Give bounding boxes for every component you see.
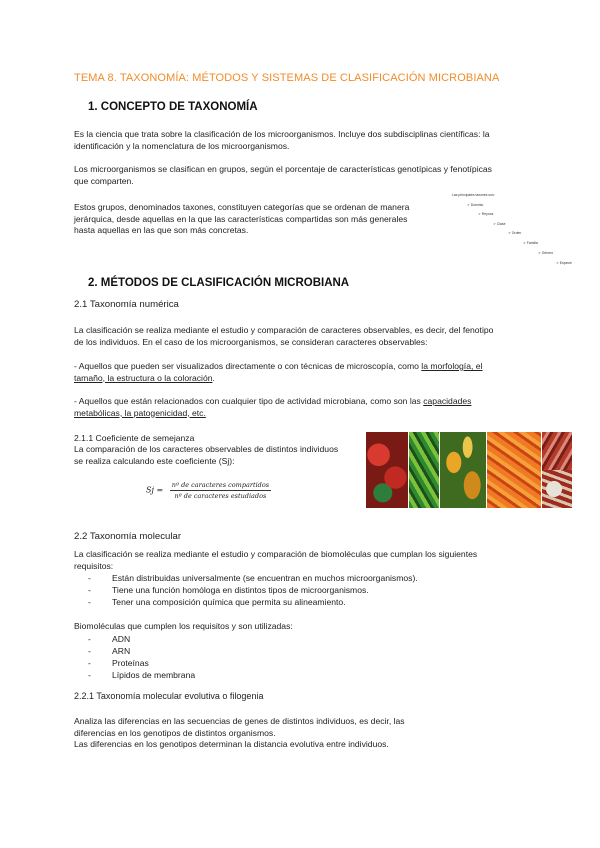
list-item: - Están distribuidas universalmente (se encuentran en muchos microorganismos). bbox=[88, 572, 418, 584]
list-item: - Tener una composición química que permita su alineamiento. bbox=[88, 596, 418, 608]
hierarchy-item: ➢ Clase bbox=[493, 222, 506, 226]
microorganism-photo bbox=[440, 432, 486, 508]
phylogeny-paragraph: Analiza las diferencias en las secuencias de genes de distintos individuos, es decir, las diferencias en los genotipos de distintos organismos. Las diferencias en los genotipos determinan la distancia evolutiva entre individuos. bbox=[74, 716, 405, 749]
subsection-2-1-heading: 2.1 Taxonomía numérica bbox=[74, 299, 179, 310]
observable-traits-b: - Aquellos que están relacionados con cualquier tipo de actividad microbiana, como son las capacidades metabólicas, la patogenicidad, etc. bbox=[74, 396, 472, 418]
subsection-2-2-heading: 2.2 Taxonomía molecular bbox=[74, 531, 182, 542]
subsection-2-1-1-heading: 2.1.1 Coeficiente de semejanza bbox=[74, 433, 195, 443]
numerical-taxonomy-paragraph: La clasificación se realiza mediante el estudio y comparación de caracteres observables, es decir, del fenotipo de los individuos. En el caso de los microorganismos, se consideran caracteres observables: bbox=[74, 325, 494, 347]
list-item: - ARN bbox=[88, 645, 195, 657]
hierarchy-item: ➢ Orden bbox=[508, 231, 522, 235]
requirements-list bbox=[88, 572, 418, 608]
list-item: - Tiene una función homóloga en distintos tipos de microorganismos. bbox=[88, 584, 418, 596]
molecular-taxonomy-paragraph: La clasificación se realiza mediante el estudio y comparación de biomoléculas que cumplan los siguientes requisitos: bbox=[74, 549, 478, 571]
hierarchy-item: ➢ Dominio bbox=[467, 203, 484, 207]
hierarchy-item: ➢ Especie bbox=[556, 261, 572, 265]
coefficient-paragraph: La comparación de los caracteres observables de distintos individuos se realiza calculando este coeficiente (Sj): bbox=[74, 444, 339, 466]
biomolecules-intro: Biomoléculas que cumplen los requisitos y son utilizadas: bbox=[74, 621, 293, 631]
observable-traits-a: - Aquellos que pueden ser visualizados directamente o con técnicas de microscopía, como la morfología, el tamaño, la estructura o la coloración. bbox=[74, 361, 483, 383]
list-item: - Proteínas bbox=[88, 657, 195, 669]
formula-lhs: Sj = bbox=[146, 485, 164, 495]
document-title: TEMA 8. TAXONOMÍA: MÉTODOS Y SISTEMAS DE CLASIFICACIÓN MICROBIANA bbox=[74, 72, 500, 84]
taxones-paragraph: Estos grupos, denominados taxones, constituyen categorías que se ordenan de manera jerárquica, desde aquellas en la que las características compartidas son más generales hasta aquellas en las que son más concretas. bbox=[74, 202, 410, 235]
biomolecules-list bbox=[88, 633, 195, 681]
hierarchy-item: ➢ Género bbox=[538, 251, 554, 255]
similarity-coefficient-formula bbox=[146, 481, 271, 500]
hierarchy-item: ➢ Reynos bbox=[478, 212, 494, 216]
formula-denominator: nº de caracteres estudiados bbox=[174, 492, 267, 500]
microorganism-photo bbox=[366, 432, 408, 508]
formula-numerator: nº de caracteres compartidos bbox=[171, 481, 270, 489]
definition-paragraph: Es la ciencia que trata sobre la clasificación de los microorganismos. Incluye dos subdisciplinas científicas: la identificación y la nomenclatura de los microorganismos. bbox=[74, 129, 490, 151]
list-item: - Lípidos de membrana bbox=[88, 669, 195, 681]
section-2-heading: 2. MÉTODOS DE CLASIFICACIÓN MICROBIANA bbox=[88, 277, 350, 289]
list-item: - ADN bbox=[88, 633, 195, 645]
hierarchy-item: ➢ Familia bbox=[523, 241, 538, 245]
microorganism-photo bbox=[542, 432, 572, 470]
section-1-heading: 1. CONCEPTO DE TAXONOMÍA bbox=[88, 101, 258, 113]
subsection-2-2-1-heading: 2.2.1 Taxonomía molecular evolutiva o filogenia bbox=[74, 691, 264, 701]
microorganism-photo bbox=[409, 432, 439, 508]
microorganism-photo bbox=[542, 470, 572, 508]
hierarchy-intro: Las principales taxones son: bbox=[452, 193, 495, 197]
microorganism-photo bbox=[487, 432, 541, 508]
classification-paragraph: Los microorganismos se clasifican en grupos, según el porcentaje de características genotípicas y fenotípicas que comparten. bbox=[74, 164, 492, 186]
